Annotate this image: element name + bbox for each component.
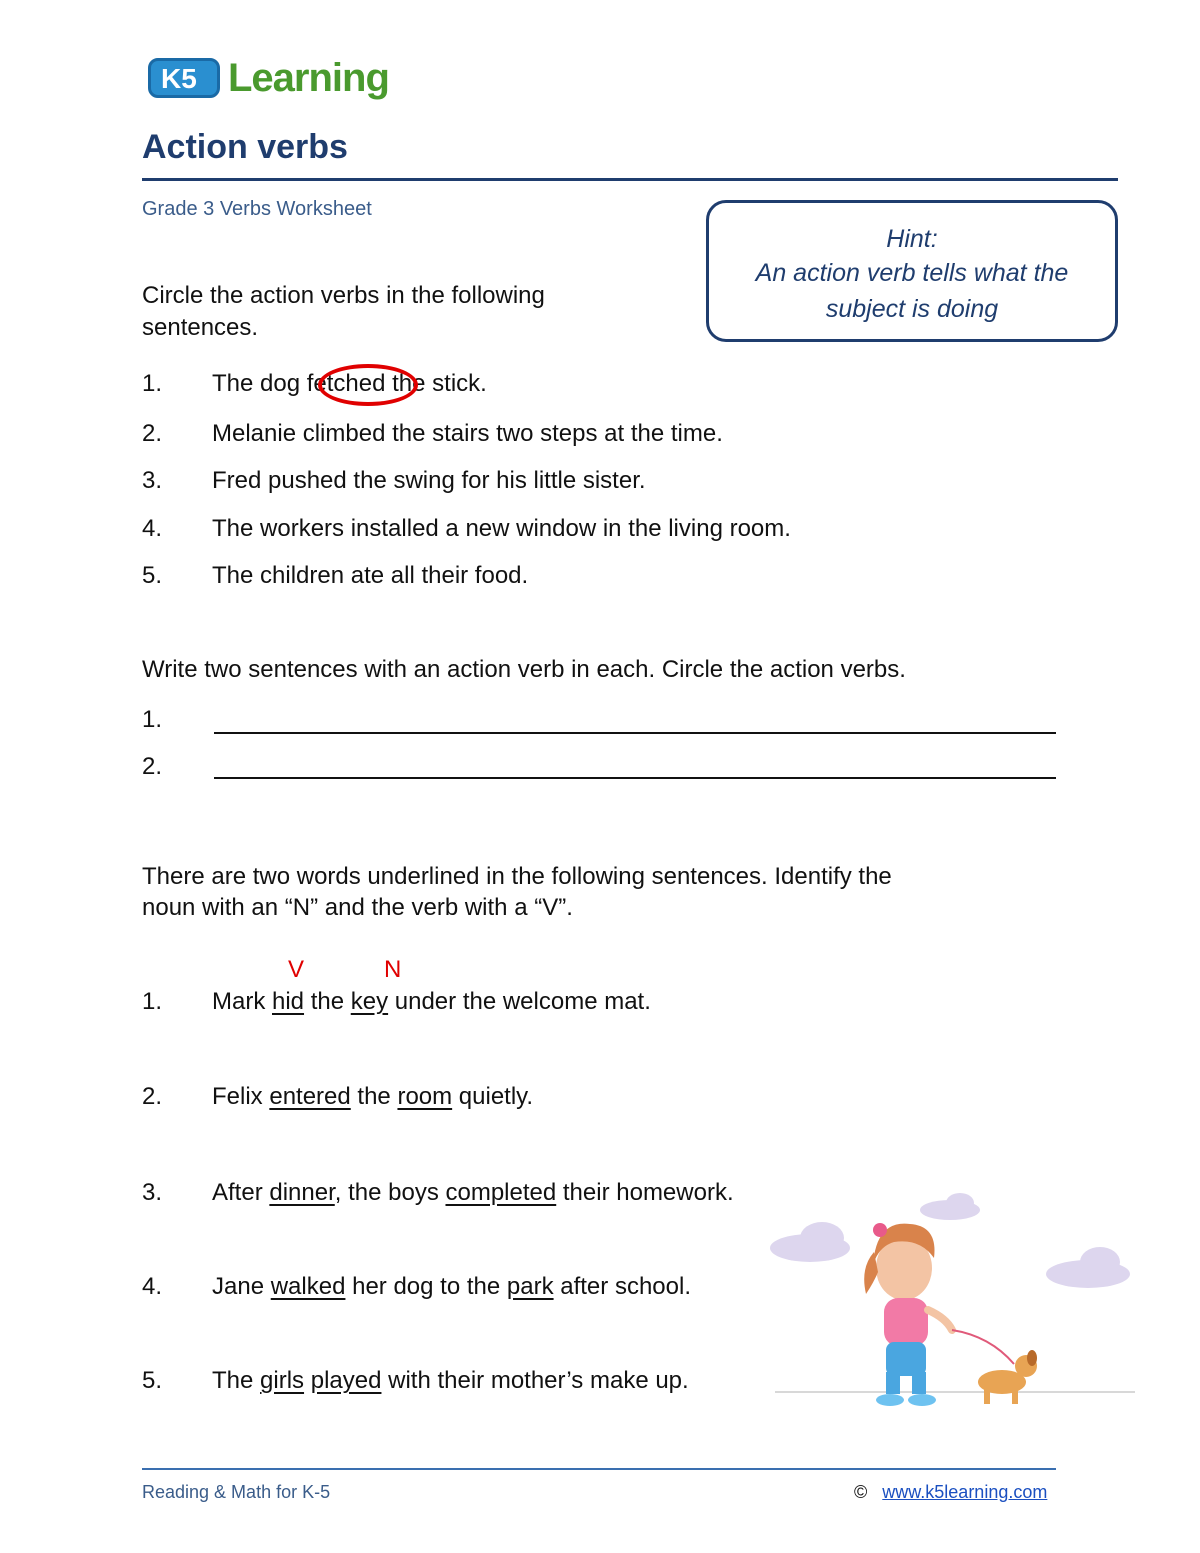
page-subtitle: Grade 3 Verbs Worksheet	[142, 198, 372, 220]
text-part: quietly.	[452, 1083, 534, 1110]
text-part: the	[350, 1083, 398, 1110]
hint-label: Hint:	[886, 225, 938, 253]
item-text	[212, 1273, 691, 1301]
hint-line-2: subject is doing	[825, 295, 999, 323]
section2-instruction: Write two sentences with an action verb in each. Circle the action verbs.	[142, 656, 906, 683]
item-text-part: The dog	[212, 370, 307, 397]
underlined-word: girls	[260, 1367, 305, 1394]
item-number: 1.	[142, 988, 163, 1015]
cloud-icon	[920, 1193, 980, 1220]
girl-figure	[864, 1223, 952, 1406]
answer-line[interactable]	[214, 777, 1056, 779]
item-number: 4.	[142, 1273, 163, 1300]
logo-word: Learning	[228, 56, 389, 100]
item-text: Fred pushed the swing for his little sister.	[212, 467, 646, 494]
text-part: after school.	[553, 1273, 691, 1300]
underlined-word: walked	[270, 1273, 346, 1300]
underlined-word: park	[506, 1273, 554, 1300]
underlined-word: room	[397, 1083, 453, 1110]
website-link[interactable]: www.k5learning.com	[882, 1482, 1048, 1502]
text-part: , the boys	[334, 1179, 446, 1206]
text-part: her dog to the	[345, 1273, 507, 1300]
text-part: with their mother’s make up.	[381, 1367, 689, 1394]
item-number: 1.	[142, 370, 163, 397]
title-divider	[142, 178, 1118, 181]
item-number: 3.	[142, 467, 163, 494]
text-part: under the welcome mat.	[388, 988, 651, 1015]
hint-line-1: An action verb tells what the	[755, 259, 1069, 287]
underlined-word: completed	[445, 1179, 557, 1206]
verb-mark: V	[288, 956, 305, 983]
logo-badge-text: K5	[161, 63, 197, 94]
k5-learning-logo	[148, 52, 398, 110]
answer-circle	[318, 364, 418, 406]
item-text: The children ate all their food.	[212, 562, 529, 589]
text-part: The	[212, 1367, 261, 1394]
item-number: 4.	[142, 515, 163, 542]
footer-divider	[142, 1468, 1056, 1470]
underlined-word: entered	[269, 1083, 351, 1110]
item-text	[212, 1367, 689, 1395]
item-text: The workers installed a new window in the living room.	[212, 515, 791, 542]
hint-box	[706, 200, 1118, 342]
text-part	[304, 1367, 311, 1394]
noun-mark: N	[384, 956, 402, 983]
cloud-icon	[770, 1222, 850, 1262]
item-text: Melanie climbed the stairs two steps at the time.	[212, 420, 723, 447]
answer-row	[0, 706, 1200, 736]
text-part: Jane	[212, 1273, 271, 1300]
section3-instruction-line1: There are two words underlined in the following sentences. Identify the	[142, 863, 892, 890]
item-text	[212, 988, 651, 1016]
underlined-word: hid	[272, 988, 305, 1015]
copyright-symbol: ©	[854, 1482, 868, 1502]
underlined-word: dinner	[269, 1179, 335, 1206]
item-number: 5.	[142, 562, 163, 589]
section3-instruction-line2: noun with an “N” and the verb with a “V”.	[142, 894, 573, 921]
underlined-word: played	[310, 1367, 382, 1394]
item-text	[212, 1083, 533, 1111]
answer-line[interactable]	[214, 732, 1056, 734]
leash	[952, 1330, 1014, 1364]
text-part: Mark	[212, 988, 272, 1015]
footer-tagline: Reading & Math for K-5	[142, 1482, 331, 1502]
answer-row	[0, 753, 1200, 783]
circled-verb: fetched	[306, 370, 386, 397]
item-number: 2.	[142, 420, 163, 447]
page-title: Action verbs	[142, 128, 348, 166]
footer-link-area	[854, 1482, 1047, 1503]
text-part: After	[212, 1179, 270, 1206]
text-part: their homework.	[556, 1179, 734, 1206]
girl-walking-dog-illustration	[770, 1186, 1140, 1436]
logo-badge	[148, 58, 220, 98]
item-number: 5.	[142, 1367, 163, 1394]
text-part: Felix	[212, 1083, 270, 1110]
item-number: 3.	[142, 1179, 163, 1206]
item-number: 2.	[142, 1083, 163, 1110]
underlined-word: key	[350, 988, 389, 1015]
item-number: 1.	[142, 706, 163, 733]
text-part: the	[304, 988, 351, 1015]
item-number: 2.	[142, 753, 163, 780]
cloud-icon	[1046, 1247, 1130, 1288]
section1-instruction: Circle the action verbs in the following sentences.	[142, 282, 545, 341]
item-text-part: the stick.	[385, 370, 487, 397]
item-text	[212, 1179, 734, 1207]
